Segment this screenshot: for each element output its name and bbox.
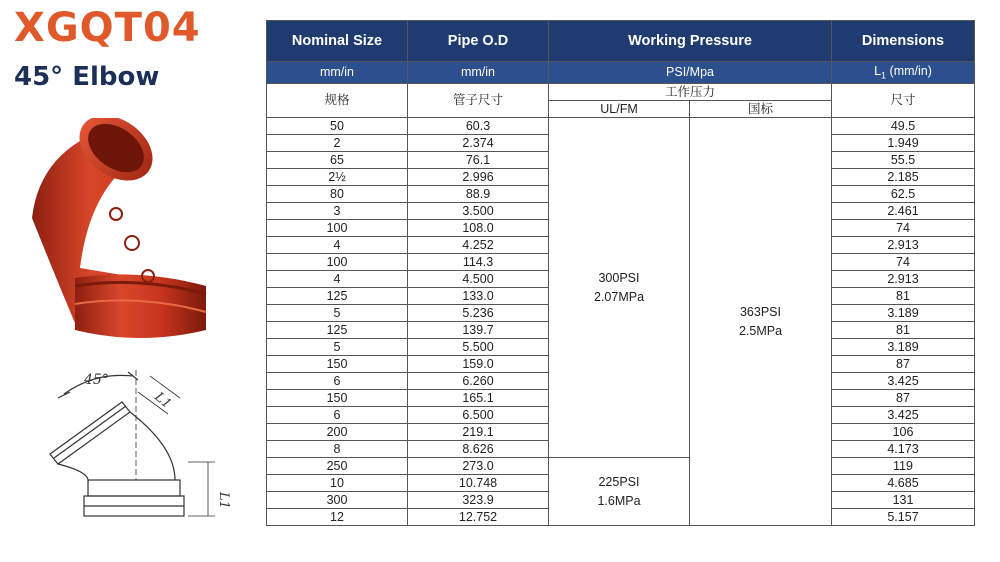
- dimension-cell: 81: [832, 322, 975, 339]
- nominal-size-cell: 5: [267, 339, 408, 356]
- dimension-cell: 2.185: [832, 169, 975, 186]
- pipe-od-cell: 4.252: [408, 237, 549, 254]
- pipe-od-cell: 3.500: [408, 203, 549, 220]
- cn-working-pressure: 工作压力: [549, 84, 832, 101]
- nominal-size-cell: 4: [267, 271, 408, 288]
- nominal-size-cell: 2: [267, 135, 408, 152]
- pipe-od-cell: 88.9: [408, 186, 549, 203]
- pipe-od-cell: 219.1: [408, 424, 549, 441]
- nominal-size-cell: 80: [267, 186, 408, 203]
- dimension-cell: 87: [832, 390, 975, 407]
- nominal-size-cell: 50: [267, 118, 408, 135]
- cn-ul-fm: UL/FM: [549, 101, 690, 118]
- nominal-size-cell: 8: [267, 441, 408, 458]
- dimension-cell: 74: [832, 254, 975, 271]
- nominal-size-cell: 250: [267, 458, 408, 475]
- pipe-od-cell: 2.374: [408, 135, 549, 152]
- unit-pipe-od: mm/in: [408, 62, 549, 84]
- pipe-od-cell: 159.0: [408, 356, 549, 373]
- ul-mpa-1: 2.07MPa: [593, 289, 645, 304]
- dim-label-top: L1: [151, 389, 175, 412]
- cn-dimensions: 尺寸: [832, 84, 975, 118]
- pipe-od-cell: 5.236: [408, 305, 549, 322]
- pipe-od-cell: 5.500: [408, 339, 549, 356]
- dimension-cell: 2.913: [832, 271, 975, 288]
- pipe-od-cell: 4.500: [408, 271, 549, 288]
- pipe-od-cell: 76.1: [408, 152, 549, 169]
- table-row: [267, 118, 975, 135]
- nominal-size-cell: 65: [267, 152, 408, 169]
- header-working-pressure: Working Pressure: [549, 21, 832, 62]
- ul-pressure-group1: [549, 118, 690, 458]
- dimension-cell: 4.173: [832, 441, 975, 458]
- dimension-cell: 49.5: [832, 118, 975, 135]
- cn-nominal-size: 规格: [267, 84, 408, 118]
- table-row: [267, 458, 975, 475]
- header-pipe-od: Pipe O.D: [408, 21, 549, 62]
- national-mpa: 2.5MPa: [738, 323, 783, 338]
- dimension-cell: 3.425: [832, 407, 975, 424]
- pipe-od-cell: 139.7: [408, 322, 549, 339]
- dimension-cell: 106: [832, 424, 975, 441]
- angle-label: 45°: [84, 372, 109, 388]
- product-code: XGQT04: [14, 5, 201, 51]
- spec-table: [266, 20, 975, 526]
- dimension-cell: 87: [832, 356, 975, 373]
- dimension-cell: 2.461: [832, 203, 975, 220]
- dimension-cell: 62.5: [832, 186, 975, 203]
- dimension-cell: 131: [832, 492, 975, 509]
- nominal-size-cell: 150: [267, 390, 408, 407]
- dimension-cell: 1.949: [832, 135, 975, 152]
- elbow-drawing: [40, 362, 240, 532]
- pipe-od-cell: 133.0: [408, 288, 549, 305]
- pipe-od-cell: 6.500: [408, 407, 549, 424]
- dimension-cell: 5.157: [832, 509, 975, 526]
- ul-psi-1: 300PSI: [598, 271, 640, 286]
- national-psi: 363PSI: [739, 305, 781, 320]
- unit-working-pressure: PSI/Mpa: [549, 62, 832, 84]
- nominal-size-cell: 6: [267, 407, 408, 424]
- nominal-size-cell: 150: [267, 356, 408, 373]
- cn-national: 国标: [690, 101, 832, 118]
- elbow-photo: [20, 118, 220, 343]
- pipe-od-cell: 60.3: [408, 118, 549, 135]
- pipe-od-cell: 114.3: [408, 254, 549, 271]
- pipe-od-cell: 10.748: [408, 475, 549, 492]
- nominal-size-cell: 6: [267, 373, 408, 390]
- pipe-od-cell: 8.626: [408, 441, 549, 458]
- national-pressure: [690, 118, 832, 526]
- product-name: 45° Elbow: [14, 62, 160, 92]
- dimension-cell: 81: [832, 288, 975, 305]
- pipe-od-cell: 165.1: [408, 390, 549, 407]
- nominal-size-cell: 125: [267, 322, 408, 339]
- pipe-od-cell: 6.260: [408, 373, 549, 390]
- dimension-cell: 3.425: [832, 373, 975, 390]
- nominal-size-cell: 10: [267, 475, 408, 492]
- dimension-cell: 119: [832, 458, 975, 475]
- pipe-od-cell: 12.752: [408, 509, 549, 526]
- pipe-od-cell: 323.9: [408, 492, 549, 509]
- nominal-size-cell: 3: [267, 203, 408, 220]
- nominal-size-cell: 200: [267, 424, 408, 441]
- unit-nominal-size: mm/in: [267, 62, 408, 84]
- ul-mpa-2: 1.6MPa: [597, 493, 641, 508]
- header-nominal-size: Nominal Size: [267, 21, 408, 62]
- nominal-size-cell: 125: [267, 288, 408, 305]
- ul-pressure-group2: [549, 458, 690, 526]
- ul-psi-2: 225PSI: [598, 475, 640, 490]
- dimension-cell: 74: [832, 220, 975, 237]
- header-dimensions: Dimensions: [832, 21, 975, 62]
- nominal-size-cell: 5: [267, 305, 408, 322]
- nominal-size-cell: 100: [267, 254, 408, 271]
- nominal-size-cell: 100: [267, 220, 408, 237]
- dimension-cell: 55.5: [832, 152, 975, 169]
- pipe-od-cell: 273.0: [408, 458, 549, 475]
- cn-pipe-od: 管子尺寸: [408, 84, 549, 118]
- unit-dimensions: $L_1$ (mm/in): [832, 62, 975, 84]
- nominal-size-cell: 300: [267, 492, 408, 509]
- nominal-size-cell: 12: [267, 509, 408, 526]
- pipe-od-cell: 108.0: [408, 220, 549, 237]
- dimension-cell: 3.189: [832, 339, 975, 356]
- pipe-od-cell: 2.996: [408, 169, 549, 186]
- nominal-size-cell: 4: [267, 237, 408, 254]
- nominal-size-cell: 2½: [267, 169, 408, 186]
- dimension-cell: 3.189: [832, 305, 975, 322]
- spec-body: [267, 118, 975, 526]
- dimension-cell: 4.685: [832, 475, 975, 492]
- dim-label-right: L1: [216, 492, 231, 509]
- dimension-cell: 2.913: [832, 237, 975, 254]
